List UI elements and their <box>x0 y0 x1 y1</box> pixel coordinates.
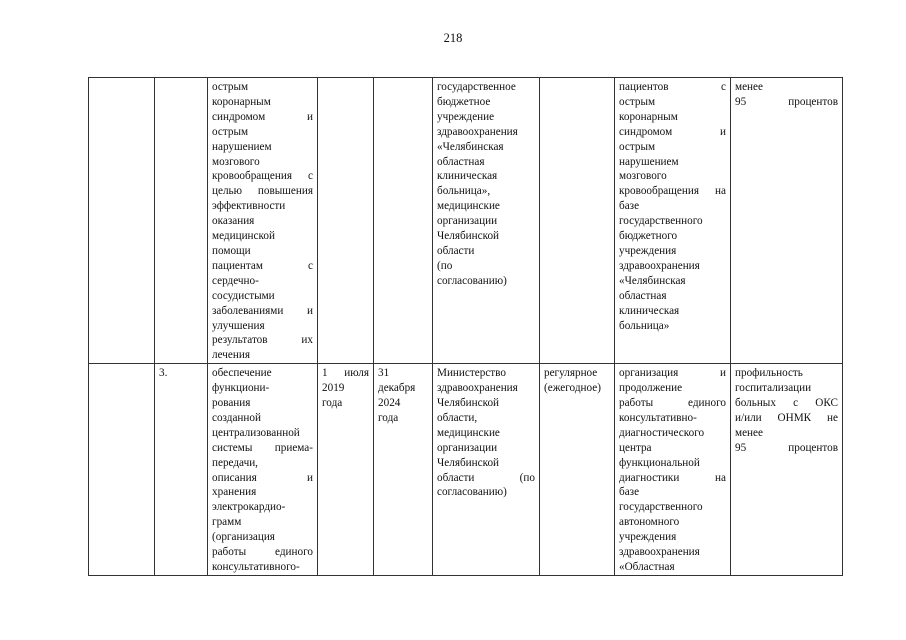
cell-line: базе <box>619 200 640 213</box>
table-row <box>89 78 843 364</box>
responsible-cell <box>433 364 540 576</box>
cell-line: кровообращения с <box>212 170 313 183</box>
result-cell <box>615 78 731 364</box>
cell-line: автономного <box>619 516 680 529</box>
cell-line: (по <box>437 259 453 272</box>
cell-line: учреждения <box>619 244 677 257</box>
cell-line: регулярное <box>544 367 598 380</box>
cell-line: хранения <box>212 486 257 499</box>
cell-line: результатов их <box>212 334 313 347</box>
cell-line: функциональной <box>619 456 700 469</box>
cell-line: областная <box>619 289 667 302</box>
cell-line: базе <box>619 486 640 499</box>
cell-line: передачи, <box>212 456 258 469</box>
measures-table <box>88 77 843 576</box>
cell-line: «Областная <box>619 561 675 573</box>
number-cell <box>155 78 208 364</box>
cell-line: электрокардио- <box>212 501 286 514</box>
activity-cell <box>208 364 318 576</box>
cell-line: работы единого <box>619 397 726 410</box>
cell-line: пациентам с <box>212 259 313 272</box>
cell-line: здравоохранения <box>619 546 700 559</box>
cell-line: 31 <box>378 367 390 380</box>
cell-line: больница» <box>619 319 670 332</box>
end-date-cell <box>374 364 433 576</box>
cell-line: согласованию) <box>437 486 507 499</box>
cell-line: профильность <box>735 367 803 380</box>
cell-line: области <box>437 244 475 257</box>
cell-line: учреждения <box>619 531 677 544</box>
cell-line: менее <box>735 81 763 93</box>
cell-line: коронарным <box>212 95 271 108</box>
cell-line: синдромом и <box>212 110 313 123</box>
cell-line: обеспечение <box>212 367 272 380</box>
cell-line: созданной <box>212 411 261 424</box>
number-cell: 3. <box>155 364 208 576</box>
cell-line: пациентов с <box>619 81 726 93</box>
cell-line: диагностики на <box>619 471 726 484</box>
start-date-cell <box>318 78 374 364</box>
cell-line: кровообращения на <box>619 185 726 198</box>
cell-line: сосудистыми <box>212 289 275 302</box>
cell-line: острым <box>619 95 656 108</box>
cell-line: продолжение <box>619 382 683 395</box>
cell-line: согласованию) <box>437 274 507 287</box>
cell-line: бюджетное <box>437 95 491 108</box>
cell-line: здравоохранения <box>437 125 518 138</box>
cell-line: заболеваниями и <box>212 304 313 317</box>
cell-line: помощи <box>212 244 251 257</box>
cell-line: рования <box>212 397 251 410</box>
cell-line: государственного <box>619 215 703 228</box>
cell-line: государственное <box>437 81 516 93</box>
cell-line: года <box>378 411 399 424</box>
cell-line: организации <box>437 215 498 228</box>
cell-line: острым <box>212 125 249 138</box>
cell-line: консультативного- <box>212 561 300 573</box>
cell-line: бюджетного <box>619 230 678 243</box>
cell-line: (ежегодное) <box>544 382 601 395</box>
table-row <box>89 364 843 576</box>
page-number: 218 <box>443 31 463 45</box>
cell-line: государственного <box>619 501 703 514</box>
cell-line: работы единого <box>212 546 313 559</box>
cell-line: декабря <box>378 382 416 395</box>
cell-line: острым <box>619 140 656 153</box>
cell-line: нарушением <box>212 140 272 153</box>
cell-line: клиническая <box>437 170 498 183</box>
cell-line: целью повышения <box>212 185 313 198</box>
cell-line: эффективности <box>212 200 286 213</box>
cell-line: здравоохранения <box>437 382 518 395</box>
cell-line: областная <box>437 155 485 168</box>
activity-cell <box>208 78 318 364</box>
cell-line: «Челябинская <box>437 140 504 153</box>
cell-line: улучшения <box>212 319 265 332</box>
cell-line: области, <box>437 411 478 424</box>
periodicity-cell <box>540 364 615 576</box>
cell-line: (организация <box>212 531 275 544</box>
cell-line: больница», <box>437 185 491 198</box>
cell-line: госпитализации <box>735 382 812 395</box>
cell-line: менее <box>735 426 763 439</box>
indicator-cell <box>731 364 843 576</box>
cell-line: здравоохранения <box>619 259 700 272</box>
cell-line: медицинские <box>437 426 500 439</box>
responsible-cell <box>433 78 540 364</box>
cell-line: и/или ОНМК не <box>735 411 838 424</box>
cell-line: коронарным <box>619 110 678 123</box>
cell-line: диагностического <box>619 426 705 439</box>
cell-line: лечения <box>212 349 250 362</box>
cell-line: консультативно- <box>619 411 697 424</box>
cell-line: 2024 <box>378 397 401 410</box>
cell-line: оказания <box>212 215 255 228</box>
cell-line: больных с ОКС <box>735 397 838 410</box>
start-date-cell <box>318 364 374 576</box>
cell-line: 1 июля <box>322 367 369 380</box>
cell-line: года <box>322 397 343 410</box>
cell-line: Челябинской <box>437 397 500 410</box>
cell-line: центра <box>619 441 652 454</box>
end-date-cell <box>374 78 433 364</box>
cell-line: 95 процентов <box>735 441 838 454</box>
cell-line: организации <box>437 441 498 454</box>
cell-line: Министерство <box>437 367 506 380</box>
cell-line: медицинской <box>212 230 275 243</box>
cell-line: системы приема- <box>212 441 313 454</box>
cell-line: медицинские <box>437 200 500 213</box>
indicator-cell <box>731 78 843 364</box>
cell-line: области (по <box>437 471 535 484</box>
cell-line: централизованной <box>212 426 300 439</box>
cell-line: учреждение <box>437 110 495 123</box>
cell-line: острым <box>212 81 249 93</box>
cell-line: «Челябинская <box>619 274 686 287</box>
cell-line: грамм <box>212 516 242 529</box>
cell-line: организация и <box>619 367 726 380</box>
cell-line: описания и <box>212 471 313 484</box>
cell-line: Челябинской <box>437 456 500 469</box>
cell-line: сердечно- <box>212 274 259 287</box>
cell-line: синдромом и <box>619 125 726 138</box>
result-cell <box>615 364 731 576</box>
cell-line: клиническая <box>619 304 680 317</box>
cell-line: Челябинской <box>437 230 500 243</box>
periodicity-cell <box>540 78 615 364</box>
cell-line: 95 процентов <box>735 95 838 108</box>
cell-line: нарушением <box>619 155 679 168</box>
cell-line: функциони- <box>212 382 270 395</box>
cell-line: 2019 <box>322 382 345 395</box>
cell-line: мозгового <box>619 170 667 183</box>
cell-line: мозгового <box>212 155 260 168</box>
blank-cell <box>89 78 155 364</box>
blank-cell <box>89 364 155 576</box>
